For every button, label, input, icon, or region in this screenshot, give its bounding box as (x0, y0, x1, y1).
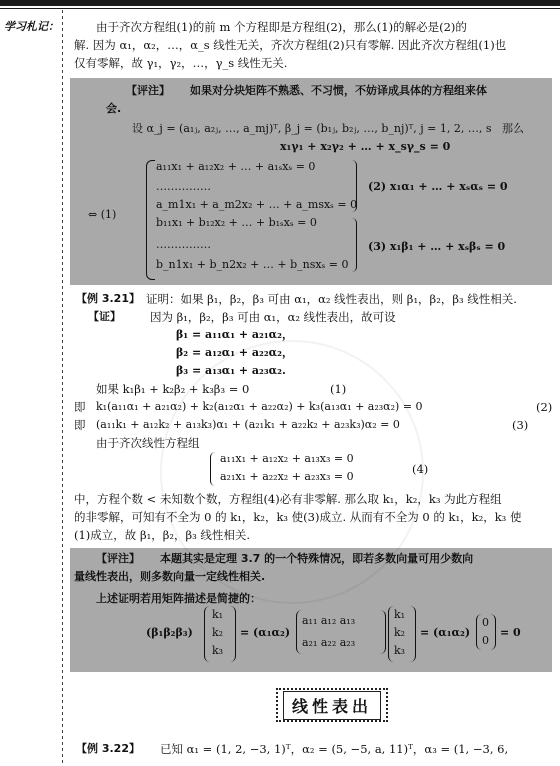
margin-divider (62, 10, 63, 766)
since-line: 由于齐次线性方程组 (96, 436, 200, 450)
comment2-text-3: 上述证明若用矩阵描述是简捷的： (96, 592, 261, 605)
sys-bn: b_n1x₁ + b_n2x₂ + … + b_nsxₛ = 0 (156, 258, 349, 271)
matrix-row-1: a₁₁ a₁₂ a₁₃ (302, 614, 356, 627)
k1-a: k₁ (212, 608, 224, 621)
comment1-label: 【评注】 (126, 84, 170, 97)
sys-dots-2: …………… (156, 238, 211, 251)
iff-label: ⇔ (1) (88, 208, 117, 221)
sys-b1: b₁₁x₁ + b₁₂x₂ + … + b₁ₛxₛ = 0 (156, 216, 317, 229)
comment2-label: 【评注】 (96, 552, 140, 565)
right-brace-1 (350, 160, 357, 212)
k3-b: k₃ (394, 644, 406, 657)
k2-a: k₂ (212, 626, 224, 639)
ji-1: 即 (74, 400, 86, 414)
comment1-text-2: 会. (106, 102, 122, 115)
margin-notes-title: 学习札记： (4, 20, 59, 33)
zero-1: 0 (482, 616, 489, 629)
eq-2: k₁(a₁₁α₁ + a₂₁α₂) + k₂(a₁₂α₁ + a₂₂α₂) + k₃(a₁₃α₁ + a₂₃α₂) = 0 (96, 400, 423, 413)
intro-line-3: 仅有零解，故 γ₁，γ₂，…，γ_s 线性无关. (74, 56, 288, 70)
zero-2: 0 (482, 634, 489, 647)
if-line: 如果 k₁β₁ + k₂β₂ + k₃β₃ = 0 (96, 382, 250, 396)
proof-label: 【证】 (88, 310, 121, 323)
conclusion-1: 中，方程个数 < 未知数个数，方程组(4)必有非零解. 那么取 k₁，k₂，k₃ 为此方程组 (74, 492, 502, 506)
matrix-eq-1: = (α₁α₂) (240, 626, 291, 639)
k1-b: k₁ (394, 608, 406, 621)
comment1-eq-center: x₁γ₁ + x₂γ₂ + … + x_sγ_s = 0 (280, 140, 451, 153)
sys-a1: a₁₁x₁ + a₁₂x₂ + … + a₁ₛxₛ = 0 (156, 160, 316, 173)
eq-3-tag: (3) (512, 418, 529, 432)
comment2-text-2: 量线性表出，则多数向量一定线性相关. (74, 570, 266, 583)
intro-line-2: 解. 因为 α₁，α₂，…，α_s 线性无关，齐次方程组(2)只有零解. 因此齐次方程组(1)也 (74, 38, 507, 52)
top-border (0, 0, 560, 6)
eq-3: (a₁₁k₁ + a₁₂k₂ + a₁₃k₃)α₁ + (a₂₁k₁ + a₂₂k₂ + a₂₃k₃)α₂ = 0 (96, 418, 400, 431)
k2-b: k₂ (394, 626, 406, 639)
watermark-seal (160, 340, 424, 604)
comment1-set-line: 设 α_j = (a₁ⱼ, a₂ⱼ, …, a_mj)ᵀ, β_j = (b₁ⱼ, b₂ⱼ, …, b_nj)ᵀ, j = 1, 2, …, s (132, 122, 492, 135)
sys4-tag: (4) (412, 462, 429, 476)
matrix-lhs: (β₁β₂β₃) (146, 626, 193, 639)
system-brace (146, 160, 155, 280)
comment1-then: 那么 (502, 122, 524, 135)
sys-am: a_m1x₁ + a_m2x₂ + … + a_msxₛ = 0 (156, 198, 358, 211)
beta2-eq: β₂ = a₁₂α₁ + a₂₂α₂， (176, 346, 293, 359)
matrix-eq-3: = 0 (500, 626, 521, 639)
right-eq-3: (3) x₁β₁ + … + xₛβₛ = 0 (368, 240, 506, 253)
sys4-eq1: a₁₁x₁ + a₁₂x₂ + a₁₃x₃ = 0 (220, 452, 354, 465)
eq-2-tag: (2) (536, 400, 553, 414)
example-322-text: 已知 α₁ = (1, 2, −3, 1)ᵀ，α₂ = (5, −5, a, 11)ᵀ，α₃ = (1, −3, 6, (160, 742, 509, 756)
if-tag: (1) (330, 382, 347, 396)
right-eq-2: (2) x₁α₁ + … + xₛαₛ = 0 (368, 180, 508, 193)
conclusion-2: 的非零解，可知有不全为 0 的 k₁，k₂，k₃ 使(3)成立. 从而有不全为 0 的 k₁，k₂，k₃ 使 (74, 510, 522, 524)
right-brace-2 (350, 218, 357, 272)
beta1-eq: β₁ = a₁₁α₁ + a₂₁α₂， (176, 328, 293, 341)
top-border-thin (0, 8, 560, 9)
example-321-label: 【例 3.21】 (76, 292, 140, 305)
k3-a: k₃ (212, 644, 224, 657)
comment1-text-1: 如果对分块矩阵不熟悉、不习惯，不妨译成具体的方程组来体 (190, 84, 487, 97)
sys-dots-1: …………… (156, 180, 211, 193)
matrix-row-2: a₂₁ a₂₂ a₂₃ (302, 636, 356, 649)
example-322-label: 【例 3.22】 (76, 742, 140, 755)
conclusion-3: (1)成立，故 β₁，β₂，β₃ 线性相关. (74, 528, 251, 542)
section-title: 线性表出 (283, 691, 381, 720)
beta3-eq: β₃ = a₁₃α₁ + a₂₃α₂. (176, 364, 286, 377)
sys4-eq2: a₂₁x₁ + a₂₂x₂ + a₂₃x₃ = 0 (220, 470, 354, 483)
proof-line: 因为 β₁，β₂，β₃ 可由 α₁，α₂ 线性表出，故可设 (150, 310, 396, 324)
intro-line-1: 由于齐次方程组(1)的前 m 个方程即是方程组(2)，那么(1)的解必是(2)的 (96, 20, 467, 34)
comment2-text-1: 本题其实是定理 3.7 的一个特殊情况，即若多数向量可用少数向 (160, 552, 474, 565)
matrix-eq-2: = (α₁α₂) (420, 626, 471, 639)
ji-2: 即 (74, 418, 86, 432)
example-321-statement: 证明：如果 β₁，β₂，β₃ 可由 α₁，α₂ 线性表出，则 β₁，β₂，β₃ 线性相关. (146, 292, 517, 306)
section-title-box (276, 688, 388, 722)
